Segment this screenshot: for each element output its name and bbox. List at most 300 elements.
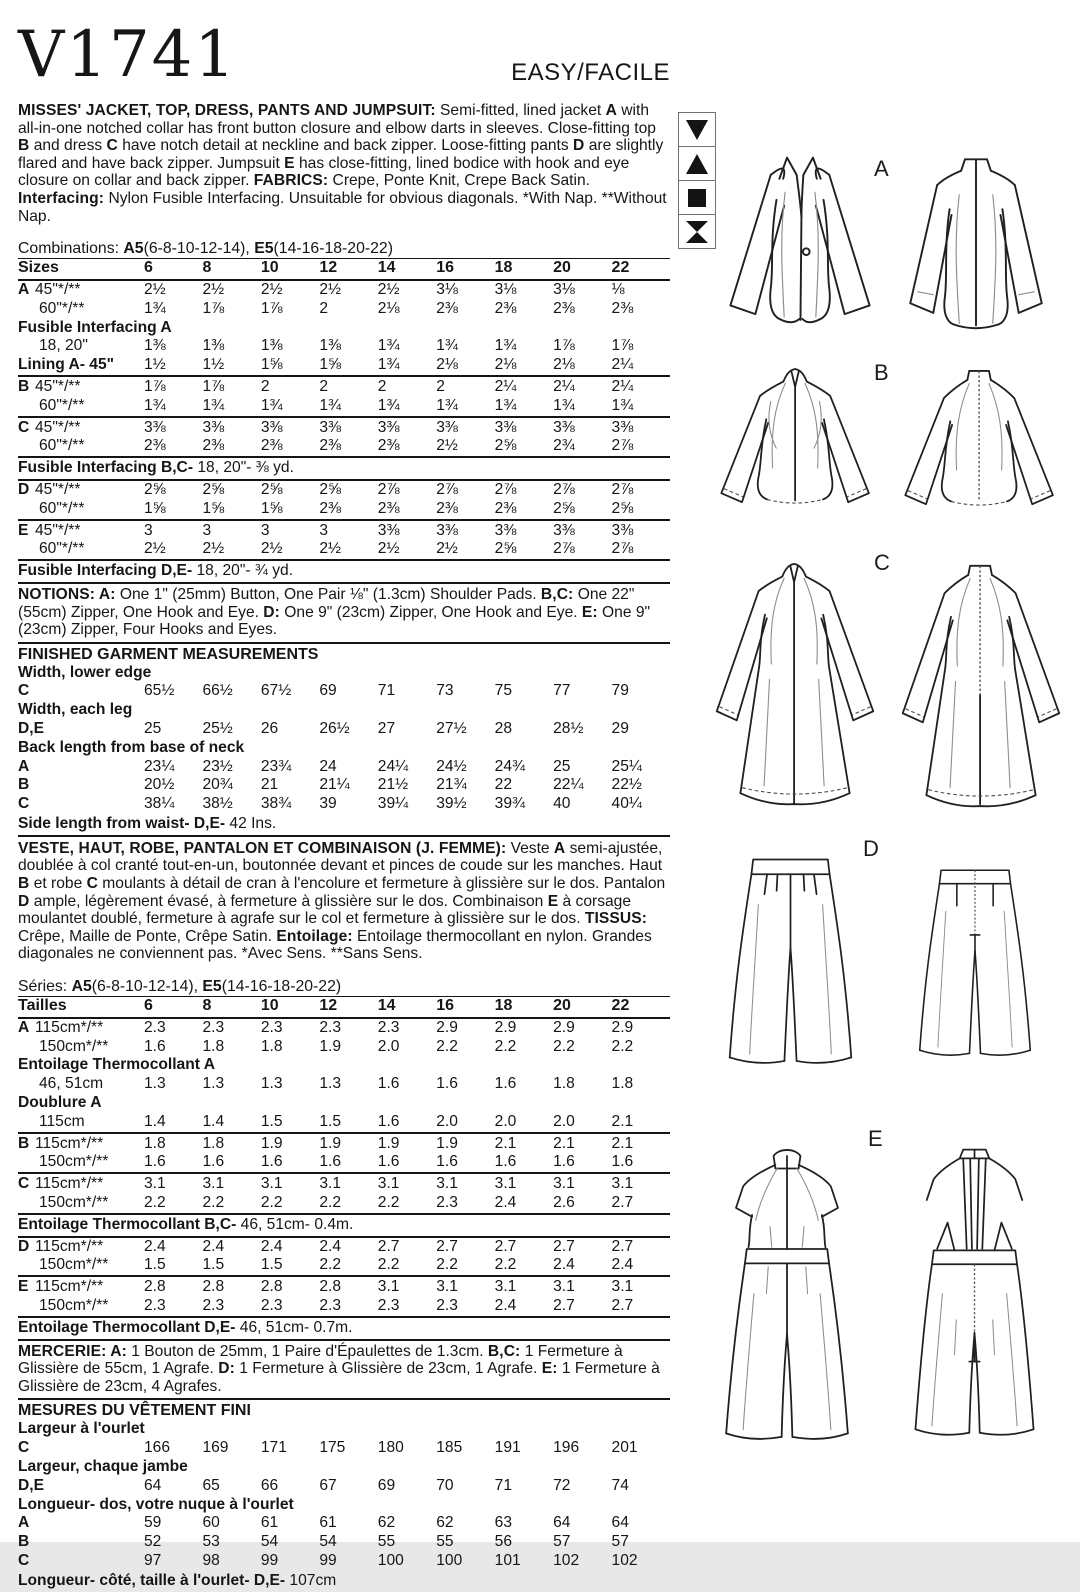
cell-value: 21½ (377, 776, 409, 794)
column-header: 12 (319, 997, 338, 1015)
dress-c-back-illustration (890, 550, 1072, 831)
cell-value: 2.2 (436, 1256, 458, 1274)
cell-value: 2.3 (319, 1018, 342, 1036)
cell-value: 3⅜ (319, 418, 342, 436)
cell-value: 2.0 (494, 1112, 517, 1130)
cell-value: 1⅞ (553, 337, 575, 355)
cell-value: 24¼ (377, 757, 409, 775)
cell-value: 2⅜ (377, 437, 400, 455)
cell-value: 2.2 (377, 1193, 400, 1211)
row-label: C (18, 1551, 30, 1569)
cell-value: 2.7 (611, 1237, 634, 1255)
cell-value: 3⅜ (377, 418, 400, 436)
cell-value: 71 (494, 1476, 513, 1494)
row-label: A (18, 757, 30, 775)
cell-value: 2½ (202, 540, 225, 558)
table-row (18, 1172, 670, 1194)
cell-value: 25¼ (611, 757, 642, 775)
cell-value: 2⅝ (202, 480, 225, 498)
row-label: 150cm*/** (39, 1256, 109, 1274)
table-header-row (18, 258, 670, 281)
mercerie: MERCERIE: A: 1 Bouton de 25mm, 1 Paire d'Épaulettes de 1.3cm. B,C: 1 Fermeture à Glissière de 55cm, 1 Agrafe. D: 1 Fermeture à Glissière de 23cm, 1 Agrafe. E: 1 Fermeture à Glissière de 23cm, 4 Agrafes. (18, 1342, 660, 1395)
cell-value: 67½ (260, 682, 292, 700)
row-label: Doublure A (18, 1094, 102, 1111)
column-header: 6 (144, 997, 153, 1015)
figure-label-d: D (863, 836, 879, 861)
cell-value: 3.1 (377, 1278, 400, 1296)
row-label: Width, lower edge (18, 663, 152, 681)
jacket-a-front-illustration (716, 142, 884, 347)
row-label: 60"*/** (39, 499, 85, 517)
cell-value: 2⅜ (202, 437, 225, 455)
column-header: 20 (553, 259, 571, 277)
row-label: 46, 51cm (39, 1075, 104, 1093)
cell-value: 1¾ (611, 396, 634, 414)
cell-value: 97 (144, 1551, 162, 1569)
cell-value: 73 (436, 682, 454, 700)
cell-value: 2.3 (260, 1018, 283, 1036)
cell-value: 3.1 (260, 1175, 283, 1193)
cell-value: 28½ (553, 720, 584, 738)
cell-value: 24¾ (494, 757, 526, 775)
table-row (18, 397, 670, 416)
cell-value: 3.1 (494, 1278, 517, 1296)
cell-value: 2⅛ (494, 356, 517, 374)
cell-value: 20½ (144, 776, 175, 794)
cell-value: 2⅞ (611, 480, 634, 498)
text-column (18, 10, 670, 1592)
cell-value: 3⅜ (553, 521, 575, 539)
cell-value: 79 (611, 682, 629, 700)
cell-value: 2 (319, 299, 329, 317)
cell-value: 2.4 (611, 1256, 634, 1274)
cell-value: 2.9 (553, 1018, 575, 1036)
table-row (18, 1297, 670, 1316)
row-label: B 45"*/** (18, 377, 81, 395)
cell-value: 2.7 (436, 1237, 458, 1255)
notions: NOTIONS: A: One 1" (25mm) Button, One Pair ⅛" (1.3cm) Shoulder Pads. B,C: One 22" (55cm) Zipper, One Hook and Eye. D: One 9" (23cm) Zipper, One Hook and Eye. E: One 9" (23cm) Zipper, Four Hooks and Eyes. (18, 585, 651, 639)
cell-value: 2.8 (260, 1278, 283, 1296)
table-note-row (18, 456, 670, 481)
top-b-front-illustration (706, 356, 886, 516)
cell-value: 62 (377, 1514, 396, 1532)
cell-value: 38½ (202, 795, 233, 813)
mesures-title: MESURES DU VÊTEMENT FINI (18, 1398, 670, 1420)
row-label: 150cm*/** (39, 1153, 109, 1171)
cell-value: 2⅞ (494, 480, 517, 498)
cell-value: 2.8 (144, 1278, 166, 1296)
cell-value: 1.6 (377, 1112, 400, 1130)
cell-value: 39¼ (377, 795, 409, 813)
cell-value: 1.6 (436, 1153, 458, 1171)
table-row (18, 1552, 670, 1571)
table-note-row (18, 814, 670, 837)
table-section-row (18, 319, 670, 338)
triangle-down-icon (678, 112, 716, 147)
cell-value: 3⅜ (611, 521, 634, 539)
cell-value: 1⅞ (611, 337, 634, 355)
cell-value: 75 (494, 682, 513, 700)
column-header: 22 (611, 997, 630, 1015)
cell-value: 64 (144, 1476, 162, 1494)
cell-value: 1.6 (260, 1153, 283, 1171)
cell-value: 55 (436, 1533, 454, 1551)
column-header: 10 (260, 259, 279, 277)
table-row (18, 337, 670, 356)
cell-value: 38¾ (260, 795, 292, 813)
cell-value: 1½ (202, 356, 225, 374)
cell-value: 2⅛ (553, 356, 575, 374)
cell-value: 99 (319, 1551, 337, 1569)
dress-c-front-illustration (704, 546, 886, 831)
row-label: D,E (18, 720, 44, 738)
table-row (18, 1075, 670, 1094)
table-row (18, 300, 670, 319)
cell-value: 2⅛ (436, 356, 458, 374)
cell-value: 3⅛ (436, 280, 458, 298)
cell-value: 2.3 (144, 1296, 166, 1314)
cell-value: 98 (202, 1551, 220, 1569)
cell-value: 2½ (377, 280, 400, 298)
cell-value: 3.1 (319, 1175, 342, 1193)
row-label: 60"*/** (39, 299, 85, 317)
table-note-row (18, 1316, 670, 1341)
cell-value: 2⅜ (436, 299, 458, 317)
cell-value: 2.4 (260, 1237, 283, 1255)
cell-value: 1.6 (144, 1037, 166, 1055)
cell-value: 23¼ (144, 757, 175, 775)
cell-value: 1⅞ (144, 377, 166, 395)
figure-label-a: A (874, 156, 889, 181)
cell-value: 1¾ (144, 299, 166, 317)
cell-value: 2⅜ (319, 437, 342, 455)
table-row (18, 1533, 670, 1552)
cell-value: 56 (494, 1533, 513, 1551)
cell-value: 21¾ (436, 776, 467, 794)
yardage-table-fr (18, 996, 670, 1341)
table-section-row (18, 1094, 670, 1113)
cell-value: 2.3 (202, 1018, 225, 1036)
cell-value: 1.5 (202, 1256, 225, 1274)
cell-value: 62 (436, 1514, 454, 1532)
table-section-row (18, 1458, 670, 1477)
cell-value: 1.9 (377, 1134, 400, 1152)
row-label: D 45"*/** (18, 480, 81, 498)
cell-value: 2.9 (611, 1018, 634, 1036)
column-header: 10 (260, 997, 279, 1015)
cell-value: 1⅞ (260, 299, 283, 317)
cell-value: 1¾ (494, 337, 517, 355)
cell-value: 1.9 (319, 1134, 342, 1152)
table-row (18, 1132, 670, 1154)
table-row (18, 776, 670, 795)
cell-value: 65½ (144, 682, 175, 700)
cell-value: 2.3 (436, 1296, 458, 1314)
column-header: 16 (436, 259, 455, 277)
cell-value: 26½ (319, 720, 350, 738)
row-label: 150cm*/** (39, 1296, 109, 1314)
cell-value: 2 (260, 377, 270, 395)
table-row (18, 795, 670, 814)
cell-value: 2⅞ (377, 480, 400, 498)
table-section-row (18, 1420, 670, 1439)
table-row (18, 1477, 670, 1496)
cell-value: 29 (611, 720, 629, 738)
cell-value: 2⅞ (436, 480, 458, 498)
cell-value: 3⅜ (202, 418, 225, 436)
cell-value: 2½ (319, 540, 342, 558)
cell-value: 1.8 (260, 1037, 283, 1055)
row-label: Entoilage Thermocollant A (18, 1056, 215, 1074)
cell-value: 22¼ (553, 776, 584, 794)
cell-value: 1⅝ (260, 356, 283, 374)
cell-value: 1½ (144, 356, 166, 374)
cell-value: 1.6 (319, 1153, 342, 1171)
cell-value: 1¾ (494, 396, 517, 414)
row-label: 60"*/** (39, 540, 85, 558)
cell-value: 3.1 (494, 1175, 517, 1193)
cell-value: 21¼ (319, 776, 350, 794)
row-label: Longueur- côté, taille à l'ourlet- D,E- 107cm (18, 1571, 337, 1589)
jacket-a-back-illustration (892, 150, 1060, 350)
row-label: 115cm (39, 1112, 85, 1130)
cell-value: 1.3 (202, 1075, 225, 1093)
cell-value: 2.2 (319, 1256, 342, 1274)
cell-value: 3.1 (202, 1175, 225, 1193)
cell-value: 3⅛ (553, 280, 575, 298)
table-row (18, 437, 670, 456)
table-row (18, 1256, 670, 1275)
cell-value: 2⅝ (494, 540, 517, 558)
cell-value: 24½ (436, 757, 467, 775)
cell-value: 26 (260, 720, 279, 738)
cell-value: 22½ (611, 776, 642, 794)
row-label: D 115cm*/** (18, 1237, 104, 1255)
table-row (18, 1194, 670, 1213)
cell-value: 1.8 (611, 1075, 634, 1093)
cell-value: 2.1 (553, 1134, 575, 1152)
cell-value: 2⅜ (553, 299, 575, 317)
cell-value: 1.6 (611, 1153, 634, 1171)
row-label: Back length from base of neck (18, 738, 245, 756)
cell-value: 2⅞ (553, 540, 575, 558)
cell-value: 54 (319, 1533, 337, 1551)
mesures-table (18, 1420, 670, 1591)
table-section-row (18, 1056, 670, 1075)
cell-value: 1⅝ (202, 499, 225, 517)
column-header: 8 (202, 259, 212, 277)
row-label: 150cm*/** (39, 1037, 109, 1055)
cell-value: 3⅜ (494, 418, 517, 436)
cell-value: 66½ (202, 682, 233, 700)
cell-value: 2.4 (202, 1237, 225, 1255)
cell-value: 54 (260, 1533, 279, 1551)
cell-value: 2.9 (494, 1018, 517, 1036)
table-note-row (18, 1571, 670, 1592)
row-label: Fusible Interfacing A (18, 318, 172, 336)
cell-value: 1.4 (202, 1112, 225, 1130)
cell-value: 2¼ (611, 356, 634, 374)
fgm-title: FINISHED GARMENT MEASUREMENTS (18, 642, 670, 664)
table-row (18, 720, 670, 739)
table-row (18, 500, 670, 519)
cell-value: 1⅜ (202, 337, 225, 355)
cell-value: 2⅞ (611, 437, 634, 455)
cell-value: 28 (494, 720, 513, 738)
cell-value: 2.1 (494, 1134, 517, 1152)
cell-value: 2.0 (436, 1112, 458, 1130)
cell-value: 3⅜ (611, 418, 634, 436)
cell-value: 1.5 (144, 1256, 166, 1274)
cell-value: 2.4 (319, 1237, 342, 1255)
cell-value: 2.2 (494, 1256, 517, 1274)
cell-value: 39 (319, 795, 337, 813)
cell-value: 63 (494, 1514, 513, 1532)
table-row (18, 281, 670, 300)
cell-value: 3.1 (436, 1175, 458, 1193)
cell-value: 3⅜ (553, 418, 575, 436)
cell-value: 2.7 (494, 1237, 517, 1255)
cell-value: 2⅝ (319, 480, 342, 498)
cell-value: 2.7 (553, 1237, 575, 1255)
cell-value: 2.7 (611, 1296, 634, 1314)
row-label: C 45"*/** (18, 418, 81, 436)
cell-value: 1.9 (436, 1134, 458, 1152)
cell-value: ⅛ (611, 280, 625, 298)
cell-value: 38¼ (144, 795, 175, 813)
cell-value: 1.6 (494, 1153, 517, 1171)
cell-value: 1.6 (377, 1153, 400, 1171)
row-label: Entoilage Thermocollant B,C- 46, 51cm- 0.4m. (18, 1215, 354, 1233)
cell-value: 1.6 (553, 1153, 575, 1171)
table-row (18, 1514, 670, 1533)
cell-value: 2.2 (202, 1193, 225, 1211)
cell-value: 2⅞ (553, 480, 575, 498)
row-label: A 115cm*/** (18, 1018, 104, 1036)
row-label: 18, 20" (39, 337, 88, 355)
figure-label-b: B (874, 360, 889, 385)
cell-value: 171 (260, 1439, 287, 1457)
cell-value: 2 (436, 377, 445, 395)
cell-value: 2½ (202, 280, 225, 298)
illustration-column (678, 0, 1080, 1542)
cell-value: 191 (494, 1439, 521, 1457)
cell-value: 99 (260, 1551, 279, 1569)
cell-value: 2 (377, 377, 387, 395)
cell-value: 3.1 (553, 1278, 575, 1296)
cell-value: 2.7 (611, 1193, 634, 1211)
cell-value: 2.4 (494, 1193, 517, 1211)
row-label: C (18, 795, 30, 813)
cell-value: 3⅛ (494, 280, 517, 298)
cell-value: 2.8 (319, 1278, 342, 1296)
cell-value: 1⅞ (202, 377, 225, 395)
cell-value: 3.1 (377, 1175, 400, 1193)
table-row (18, 1275, 670, 1297)
cell-value: 40 (553, 795, 571, 813)
cell-value: 2⅝ (611, 499, 634, 517)
cell-value: 2.2 (260, 1193, 283, 1211)
row-label: A (18, 1514, 30, 1532)
cell-value: 24 (319, 757, 337, 775)
cell-value: 3 (202, 521, 212, 539)
row-label: Sizes (18, 259, 59, 277)
cell-value: 2.2 (611, 1037, 634, 1055)
cell-value: 57 (611, 1533, 629, 1551)
description-en: MISSES' JACKET, TOP, DRESS, PANTS AND JUMPSUIT: Semi-fitted, lined jacket A with all-in-one notched collar has front button closure and elbow darts in sleeves. Close-fitting top B and dress C have notch detail at neckline and back zipper. Loose-fitting pants D are slightly flared and have back zipper. Jumpsuit E has close-fitting, lined bodice with hook and eye closure on collar and back zipper. FABRICS: Crepe, Ponte Knit, Crepe Back Satin. Interfacing: Nylon Fusible Interfacing. Unsuitable for obvious diagonals. *With Nap. **Without Nap. (18, 102, 667, 225)
jumpsuit-e-back-illustration (892, 1122, 1057, 1470)
cell-value: 71 (377, 682, 396, 700)
pants-d-front-illustration (708, 834, 873, 1089)
cell-value: 20¾ (202, 776, 233, 794)
cell-value: 1.3 (319, 1075, 342, 1093)
cell-value: 2.1 (611, 1112, 634, 1130)
cell-value: 2.3 (377, 1018, 400, 1036)
cell-value: 2⅝ (494, 437, 517, 455)
triangle-up-icon (678, 146, 716, 181)
cell-value: 166 (144, 1439, 171, 1457)
cell-value: 1¾ (377, 337, 400, 355)
jumpsuit-e-front-illustration (702, 1122, 872, 1470)
row-label: B (18, 1533, 30, 1551)
cell-value: 2¼ (553, 377, 575, 395)
cell-value: 1¾ (436, 337, 458, 355)
cell-value: 2.7 (553, 1296, 575, 1314)
column-header: 22 (611, 259, 630, 277)
table-header-row (18, 996, 670, 1019)
cell-value: 2¾ (553, 437, 575, 455)
cell-value: 2.3 (319, 1296, 342, 1314)
row-label: D,E (18, 1476, 44, 1494)
cell-value: 3 (260, 521, 270, 539)
cell-value: 2⅜ (319, 499, 342, 517)
cell-value: 3 (319, 521, 329, 539)
cell-value: 69 (377, 1476, 396, 1494)
cell-value: 67 (319, 1476, 337, 1494)
row-label: E 45"*/** (18, 521, 81, 539)
cell-value: 3⅜ (494, 521, 517, 539)
cell-value: 1.8 (144, 1134, 166, 1152)
cell-value: 2⅜ (494, 499, 517, 517)
cell-value: 102 (611, 1551, 638, 1569)
column-header: 14 (377, 259, 396, 277)
cell-value: 2⅝ (553, 499, 575, 517)
cell-value: 3.1 (611, 1175, 634, 1193)
cell-value: 1.9 (319, 1037, 342, 1055)
column-header: 12 (319, 259, 338, 277)
cell-value: 2⅜ (494, 299, 517, 317)
cell-value: 3⅜ (377, 521, 400, 539)
row-label: Tailles (18, 997, 67, 1015)
combinations-line: Combinations: A5(6-8-10-12-14), E5(14-16-18-20-22) (18, 240, 393, 258)
row-label: E 115cm*/** (18, 1278, 104, 1296)
cell-value: 2.1 (611, 1134, 634, 1152)
cell-value: 2⅝ (260, 480, 283, 498)
cell-value: 2 (319, 377, 329, 395)
cell-value: 25 (553, 757, 571, 775)
column-header: 18 (494, 997, 513, 1015)
difficulty-level: EASY/FACILE (511, 59, 670, 86)
row-label: Lining A- 45" (18, 356, 115, 374)
suitability-icons (678, 113, 716, 249)
table-section-row (18, 701, 670, 720)
row-label: A 45"*/** (18, 280, 81, 298)
row-label: B 115cm*/** (18, 1134, 104, 1152)
row-label: 150cm*/** (39, 1193, 109, 1211)
cell-value: 102 (553, 1551, 580, 1569)
cell-value: 27 (377, 720, 396, 738)
cell-value: 175 (319, 1439, 346, 1457)
